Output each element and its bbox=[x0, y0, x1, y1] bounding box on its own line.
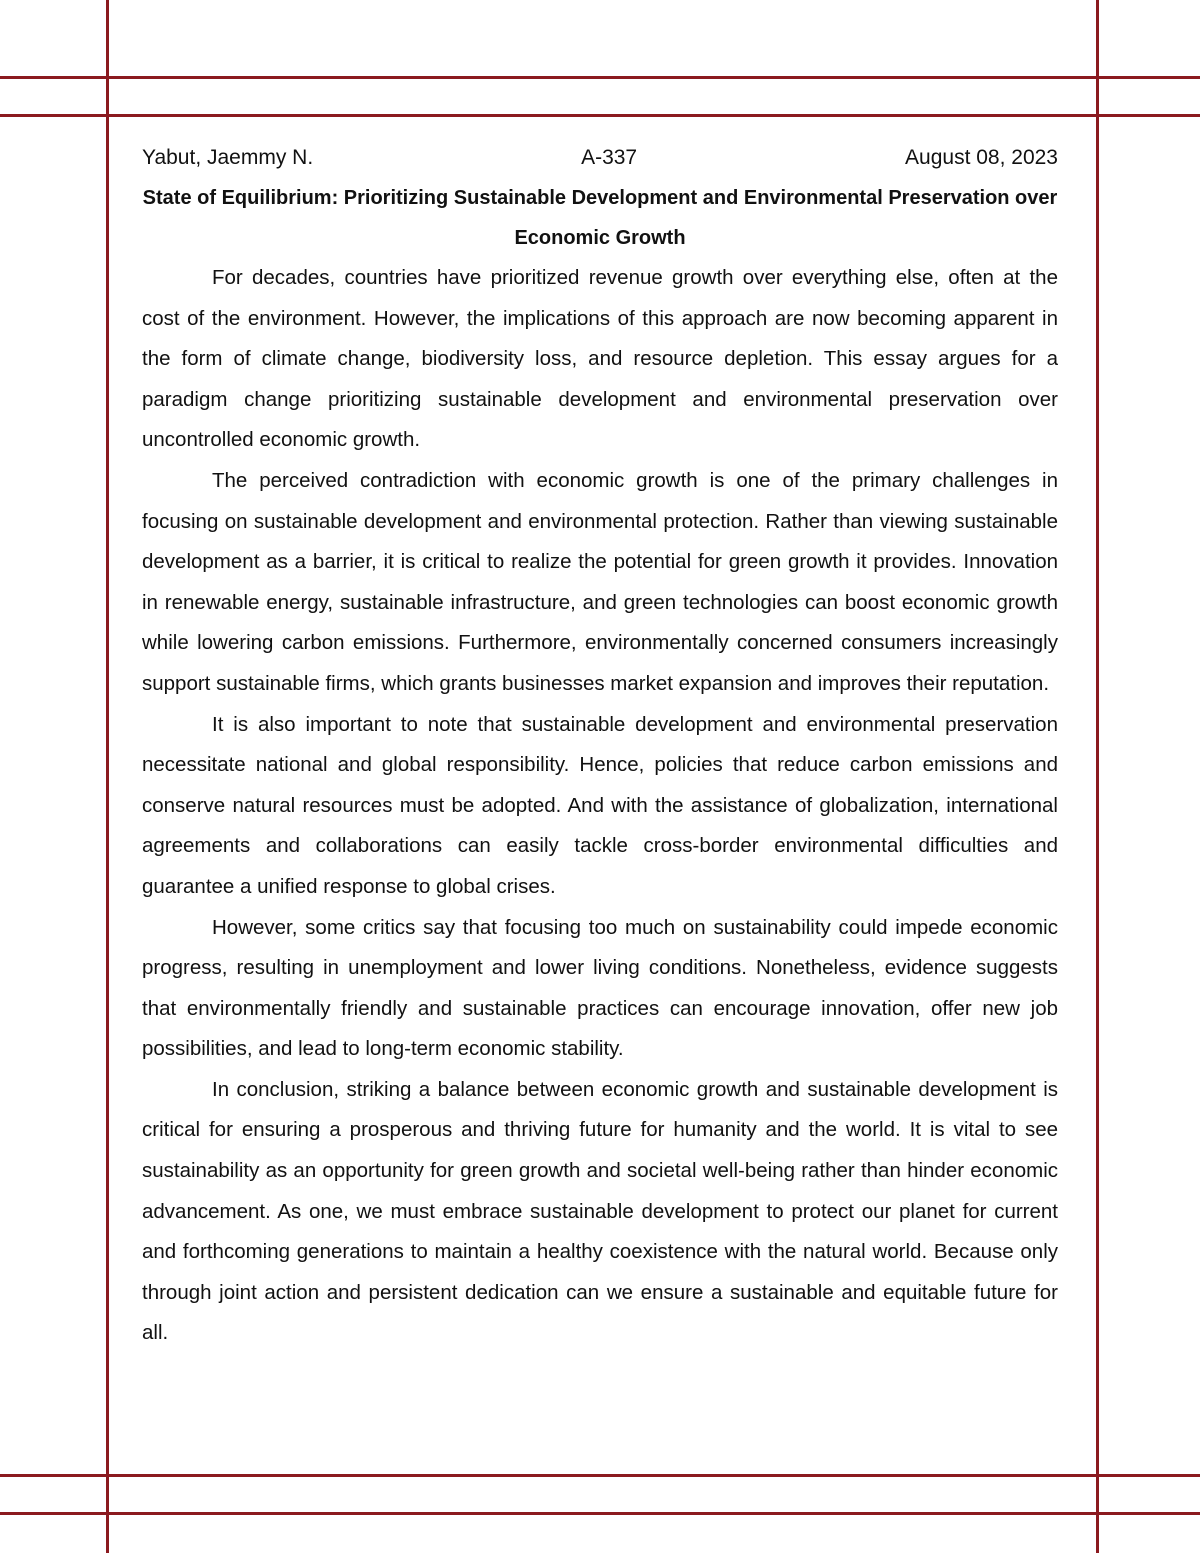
document-date: August 08, 2023 bbox=[905, 146, 1058, 169]
essay-title: State of Equilibrium: Prioritizing Sustainable Development and Environmental Preservation over Economic Growth bbox=[142, 187, 1058, 249]
section-code: A-337 bbox=[581, 146, 638, 169]
paragraph-3: It is also important to note that sustainable development and environmental preservation necessitate national and global responsibility. Hence, policies that reduce carbon emissions and conserve natural resources must be adopted. And with the assistance of globalization, international agreements and collaborations can easily tackle cross-border environmental difficulties and guarantee a unified response to global crises. bbox=[142, 712, 1058, 898]
paragraph-1: For decades, countries have prioritized revenue growth over everything else, often at the cost of the environment. However, the implications of this approach are now becoming apparent in the form of climate change, biodiversity loss, and resource depletion. This essay argues for a paradigm change prioritizing sustainable development and environmental preservation over uncontrolled economic growth. bbox=[142, 266, 1058, 452]
paragraph-2: The perceived contradiction with economic growth is one of the primary challenges in focusing on sustainable development and environmental protection. Rather than viewing sustainable development as a barrier, it is critical to realize the potential for green growth it provides. Innovation in renewable energy, sustainable infrastructure, and green technologies can boost economic growth while lowering carbon emissions. Furthermore, environmentally concerned consumers increasingly support sustainable firms, which grants businesses market expansion and improves their reputation. bbox=[142, 468, 1058, 695]
left-margin-rule bbox=[106, 0, 109, 1553]
paragraph-4: However, some critics say that focusing too much on sustainability could impede economic progress, resulting in unemployment and lower living conditions. Nonetheless, evidence suggests that environmentally friendly and sustainable practices can encourage innovation, offer new job possibilities, and lead to long-term economic stability. bbox=[142, 915, 1058, 1061]
bottom-rule-upper bbox=[0, 1474, 1200, 1477]
top-rule-upper bbox=[0, 76, 1200, 79]
top-rule-lower bbox=[0, 114, 1200, 117]
document-body bbox=[142, 138, 1058, 1354]
right-margin-rule bbox=[1096, 0, 1099, 1553]
author-name: Yabut, Jaemmy N. bbox=[142, 146, 314, 169]
document-header bbox=[142, 138, 1058, 178]
bottom-rule-lower bbox=[0, 1512, 1200, 1515]
paragraph-5: In conclusion, striking a balance between economic growth and sustainable development is critical for ensuring a prosperous and thriving future for humanity and the world. It is vital to see sustainability as an opportunity for green growth and societal well-being rather than hinder economic advancement. As one, we must embrace sustainable development to protect our planet for current and forthcoming generations to maintain a healthy coexistence with the natural world. Because only through joint action and persistent dedication can we ensure a sustainable and equitable future for all. bbox=[142, 1077, 1058, 1345]
